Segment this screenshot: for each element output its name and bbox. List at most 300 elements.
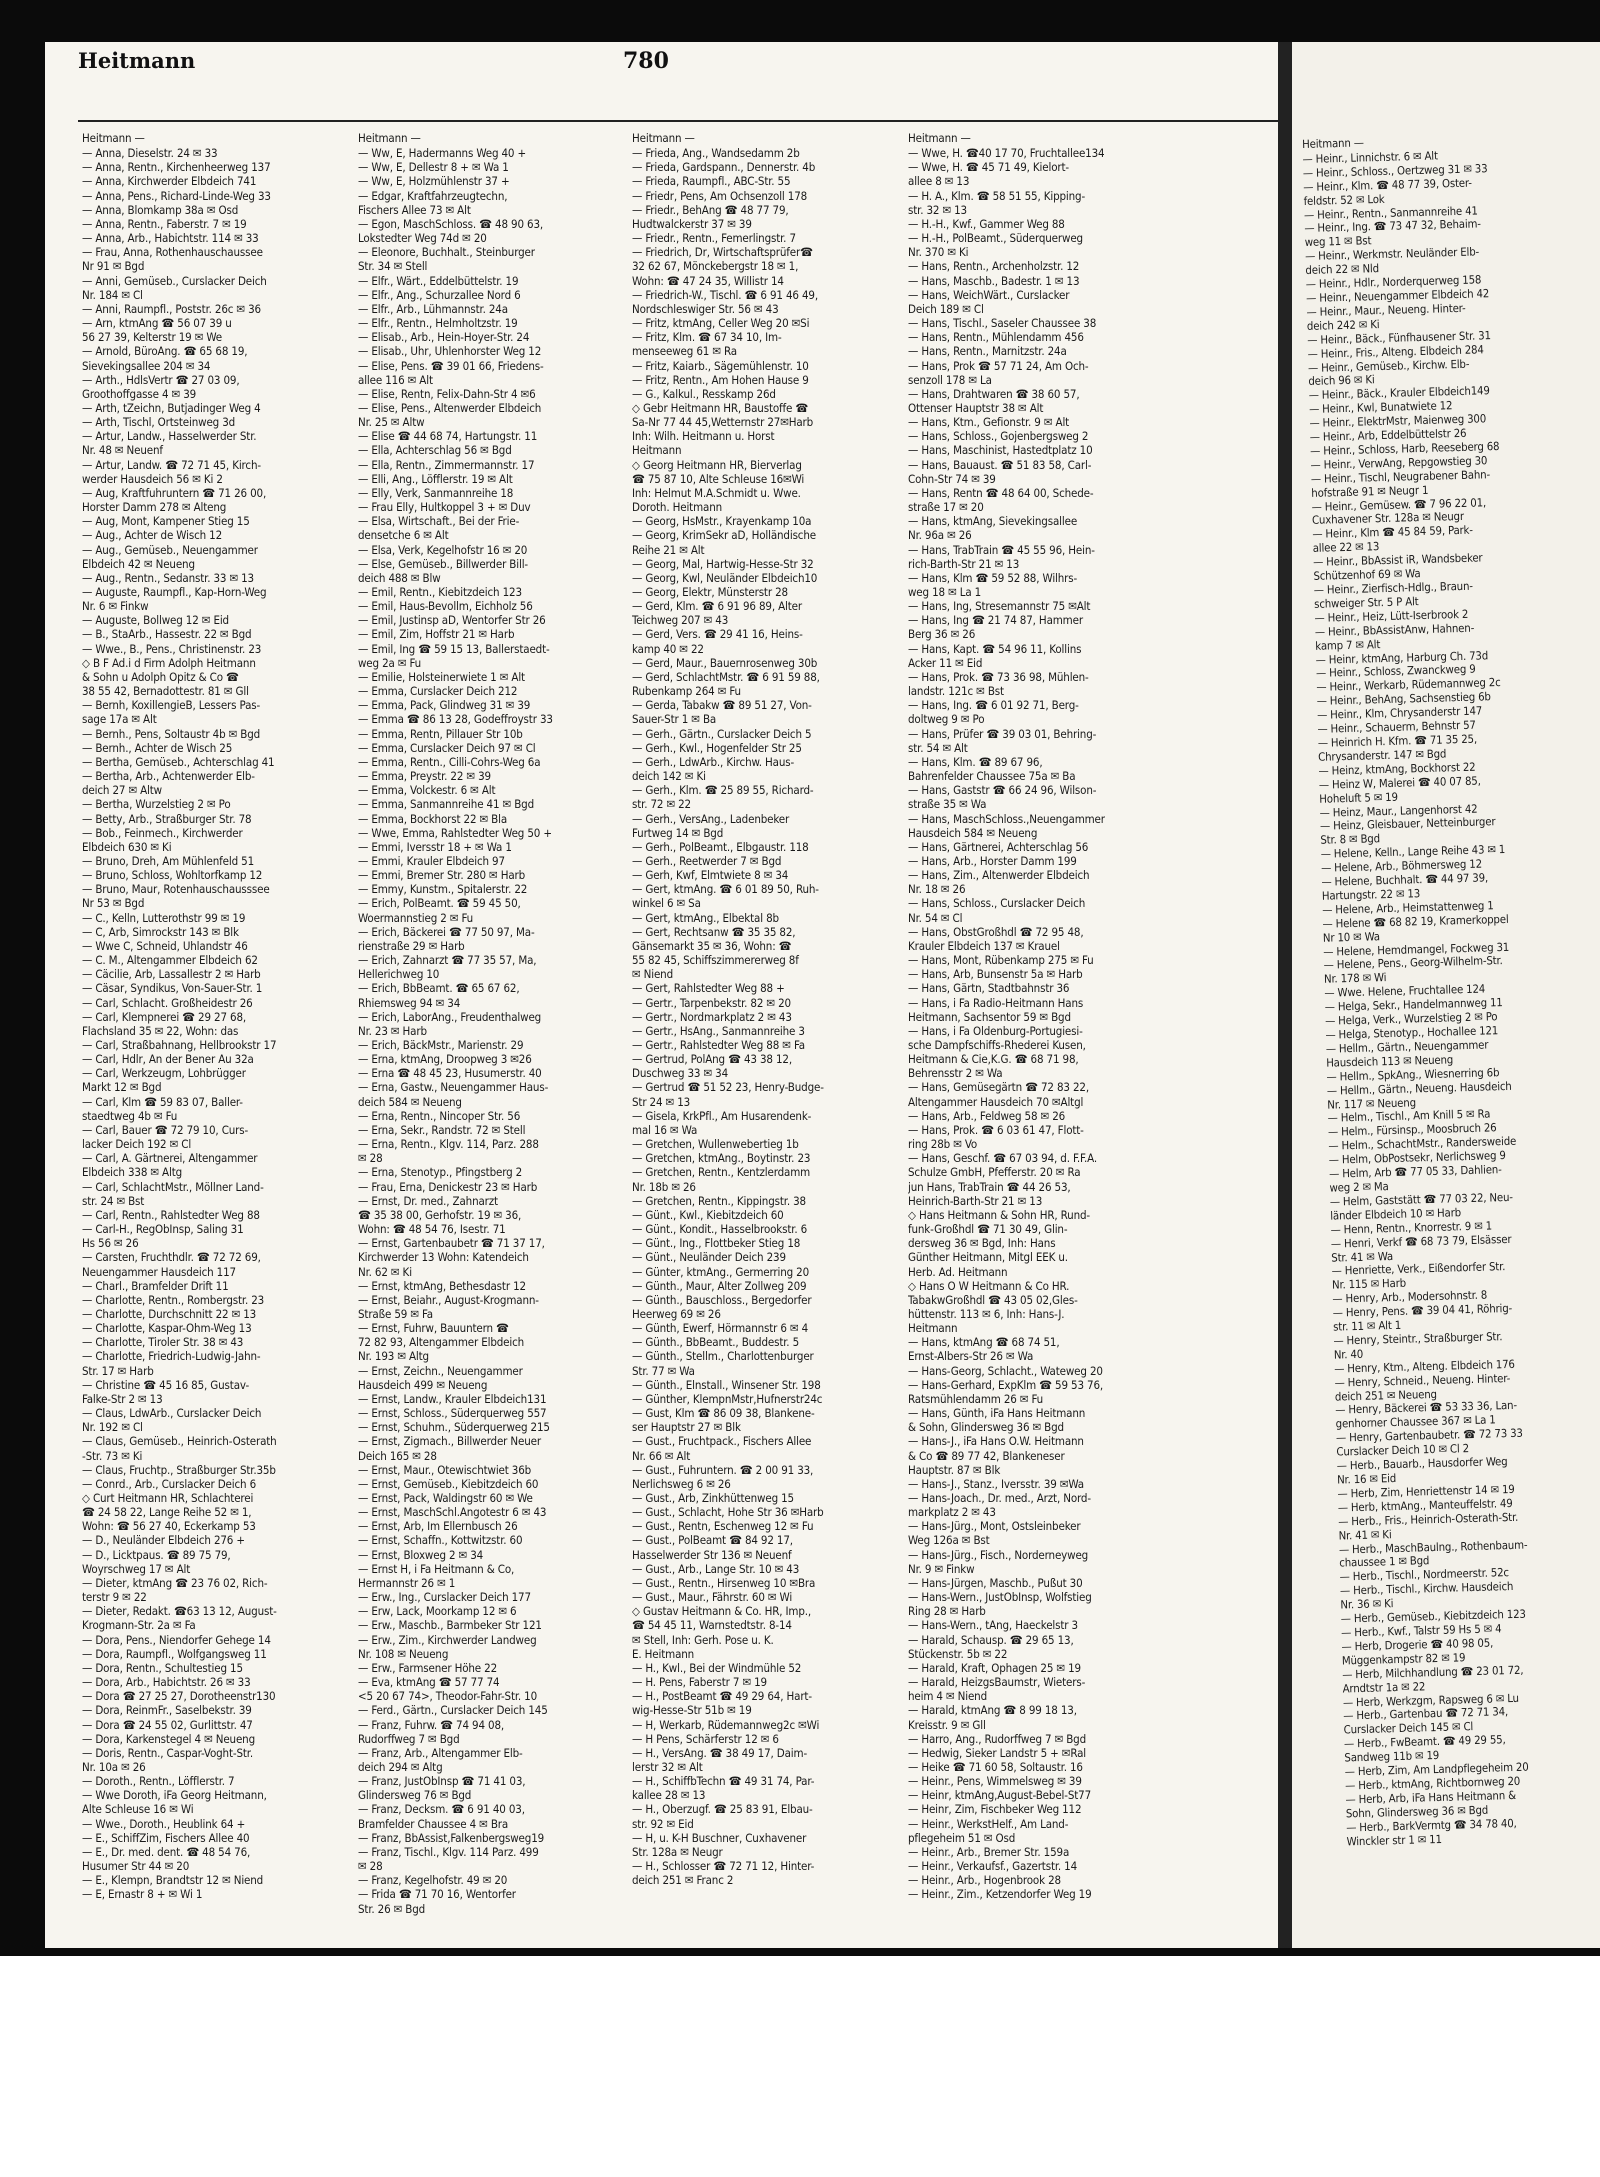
directory-entry-line: ◇ Hans Heitmann & Sohn HR, Rund- — [908, 1207, 1090, 1222]
directory-entry-line: — Heinrich H. Kfm. ☎ 71 35 25, — [1317, 732, 1478, 750]
directory-entry-line: Hauptstr. 87 ✉ Blk — [908, 1462, 1001, 1477]
directory-entry-line: — Henry, Pens. ☎ 39 04 41, Röhrig- — [1332, 1302, 1513, 1320]
directory-entry-line: — H., Kwl., Bei der Windmühle 52 — [632, 1660, 802, 1675]
directory-entry-line: Günther Heitmann, Mitgl EEK u. — [908, 1250, 1068, 1265]
directory-entry-line: — Carl, Bauer ☎ 72 79 10, Curs- — [82, 1122, 249, 1137]
directory-entry-line: Rhiemsweg 94 ✉ 34 — [358, 995, 461, 1010]
directory-entry-line: Herb. Ad. Heitmann — [908, 1264, 1008, 1279]
directory-entry-line: — Frieda, Ang., Wandsedamm 2b — [632, 146, 800, 161]
directory-entry-line: ✉ 28 — [358, 1151, 383, 1166]
directory-entry-line: Hermannstr 26 ✉ 1 — [358, 1575, 456, 1590]
directory-entry-line: — Günt., Neuländer Deich 239 — [632, 1250, 786, 1265]
directory-entry-line: — Gerh., Reetwerder 7 ✉ Bgd — [632, 853, 782, 868]
directory-entry-line: — Ernst, Zeichn., Neuengammer — [358, 1363, 523, 1378]
directory-entry-line: — Franz, Tischl., Klgv. 114 Parz. 499 — [358, 1844, 539, 1859]
directory-entry-line: Heerweg 69 ✉ 26 — [632, 1306, 721, 1321]
directory-entry-line: — Arth., HdlsVertr ☎ 27 03 09, — [82, 372, 240, 387]
directory-entry-line: Str. 34 ✉ Stell — [358, 259, 428, 274]
directory-entry-line: — Elfr., Wärt., Eddelbüttelstr. 19 — [358, 273, 519, 288]
directory-entry-line: — Helga, Verk., Wurzelstieg 2 ✉ Po — [1324, 1010, 1498, 1028]
directory-entry-line: 72 82 93, Altengammer Elbdeich — [358, 1335, 525, 1350]
directory-entry-line: — Erna ☎ 48 45 23, Husumerstr. 40 — [358, 1066, 542, 1081]
directory-entry-line: — Gerd, Vers. ☎ 29 41 16, Heins- — [632, 627, 803, 642]
column-heading: Heitmann — — [82, 131, 145, 145]
directory-entry-line: — Heinr., VerwAng, Repgowstieg 30 — [1310, 454, 1488, 472]
directory-entry-line: — Emil, Zim, Hoffstr 21 ✉ Harb — [358, 627, 515, 642]
directory-entry-line: Neuengammer Hausdeich 117 — [82, 1264, 236, 1279]
directory-entry-line: — Doris, Rentn., Caspar-Voght-Str. — [82, 1745, 253, 1760]
directory-entry-line: — Herb, Werkzgm, Rapsweg 6 ✉ Lu — [1342, 1691, 1520, 1709]
directory-entry-line: Altengammer Hausdeich 70 ✉Altgl — [908, 1094, 1084, 1109]
directory-entry-line: — Aug, Kraftfuhruntern ☎ 71 26 00, — [82, 485, 267, 500]
directory-entry-line: Nr. 184 ✉ Cl — [82, 287, 143, 302]
directory-entry-line: Inh: Wilh. Heitmann u. Horst — [632, 429, 775, 444]
directory-entry-line: Rudorffweg 7 ✉ Bgd — [358, 1731, 460, 1746]
directory-entry-line: — Dieter, Redakt. ☎63 13 12, August- — [82, 1604, 277, 1619]
directory-entry-line: — Helene, Kelln., Lange Reihe 43 ✉ 1 — [1320, 843, 1506, 861]
directory-entry-line: Str. 8 ✉ Bgd — [1320, 832, 1381, 848]
directory-entry-line: — Franz, Kegelhofstr. 49 ✉ 20 — [358, 1873, 508, 1888]
directory-entry-line: — Friedr., BehAng ☎ 48 77 79, — [632, 202, 789, 217]
directory-entry-line: — Claus, LdwArb., Curslacker Deich — [82, 1406, 262, 1421]
directory-entry-line: — Heinr., Schloss, Harb, Reeseberg 68 — [1310, 439, 1500, 458]
directory-entry-line: — Gertr., Nordmarkplatz 2 ✉ 43 — [632, 1009, 792, 1024]
directory-entry-line: — Hans, Arb, Bunsenstr 5a ✉ Harb — [908, 967, 1083, 982]
directory-entry-line: — Hans-Georg, Schlacht., Wateweg 20 — [908, 1363, 1103, 1378]
directory-entry-line: TabakwGroßhdl ☎ 43 05 02,Gles- — [908, 1292, 1078, 1307]
directory-entry-line: — Heinr., Maur., Neueng. Hinter- — [1306, 301, 1466, 319]
directory-entry-line: — Henry, Steintr., Straßburger Str. — [1333, 1330, 1503, 1348]
directory-entry-line: kamp 7 ✉ Alt — [1315, 637, 1381, 653]
directory-column-5 — [1302, 130, 1600, 1849]
directory-entry-line: — Henry, Ktm., Alteng. Elbdeich 176 — [1334, 1357, 1515, 1376]
directory-entry-line: Sa-Nr 77 44 45,Wetternstr 27✉Harb — [632, 415, 814, 430]
directory-entry-line: — Anna, Kirchwerder Elbdeich 741 — [82, 174, 257, 189]
directory-entry-line: — H.-H., Kwf., Gammer Weg 88 — [908, 216, 1065, 231]
directory-entry-line: — Gerh., Klm. ☎ 25 89 55, Richard- — [632, 783, 814, 798]
directory-entry-line: — Christine ☎ 45 16 85, Gustav- — [82, 1377, 250, 1392]
directory-entry-line: — Anna, Arb., Habichtstr. 114 ✉ 33 — [82, 231, 259, 246]
directory-column-1 — [82, 131, 347, 1902]
directory-entry-line: Nr. 36 ✉ Ki — [1340, 1597, 1394, 1612]
directory-entry-line: — Arth, tZeichn, Butjadinger Weg 4 — [82, 400, 261, 415]
directory-entry-line: Woermannstieg 2 ✉ Fu — [358, 910, 474, 925]
directory-entry-line: Nr. 41 ✉ Ki — [1338, 1527, 1392, 1543]
directory-entry-line: — Elfr., Rentn., Helmholtzstr. 19 — [358, 316, 518, 331]
directory-entry-line: — Gerd, Maur., Bauernrosenweg 30b — [632, 655, 818, 670]
column-heading: Heitmann — — [1302, 136, 1364, 151]
directory-entry-line: — D., Licktpaus. ☎ 89 75 79, — [82, 1547, 231, 1562]
directory-entry-line: — Bruno, Schloss, Wohltorfkamp 12 — [82, 868, 263, 883]
directory-entry-line: — Dora, Pens., Niendorfer Gehege 14 — [82, 1632, 271, 1647]
directory-entry-line: — Herb, Zim, Henriettenstr 14 ✉ 19 — [1337, 1482, 1515, 1501]
directory-entry-line: Sohn, Glindersweg 36 ✉ Bgd — [1345, 1803, 1489, 1821]
directory-entry-line: Elbdeich 42 ✉ Neueng — [82, 556, 195, 571]
directory-entry-line: — Carl, Werkzeugm, Lohbrügger — [82, 1066, 246, 1081]
directory-entry-line: — Günth., Maur, Alter Zollweg 209 — [632, 1278, 807, 1293]
directory-entry-line: Ottenser Hauptstr 38 ✉ Alt — [908, 400, 1044, 415]
directory-entry-line: — Herb., MaschBaulng., Rothenbaum- — [1338, 1538, 1528, 1557]
directory-entry-line: — Elfr., Ang., Schurzallee Nord 6 — [358, 287, 521, 302]
directory-entry-line: Krogmann-Str. 2a ✉ Fa — [82, 1618, 196, 1633]
directory-entry-line: — Wwe, H. ☎40 17 70, Fruchtallee134 — [908, 146, 1105, 161]
directory-entry-line: — Dora, Arb., Habichtstr. 26 ✉ 33 — [82, 1675, 251, 1690]
directory-entry-line: Str. 77 ✉ Wa — [632, 1363, 695, 1378]
directory-entry-line: — Gertr., Tarpenbekstr. 82 ✉ 20 — [632, 995, 791, 1010]
directory-entry-line: Berg 36 ✉ 26 — [908, 627, 976, 642]
directory-entry-line: — Günther, KlempnMstr,Hufnerstr24c — [632, 1391, 823, 1406]
directory-entry-line: Hausdeich 584 ✉ Neueng — [908, 825, 1038, 840]
directory-entry-line: — Charlotte, Friedrich-Ludwig-Jahn- — [82, 1349, 261, 1364]
directory-entry-line: — Charlotte, Tiroler Str. 38 ✉ 43 — [82, 1335, 244, 1350]
directory-entry-line: — Erich, BäckMstr., Marienstr. 29 — [358, 1038, 524, 1052]
directory-entry-line: — Gust., Rentn., Hirsenweg 10 ✉Bra — [632, 1575, 816, 1590]
directory-entry-line: — H., Schlosser ☎ 72 71 12, Hinter- — [632, 1859, 815, 1874]
directory-entry-line: — Anna, Rentn., Kirchenheerweg 137 — [82, 160, 271, 175]
directory-entry-line: — Heinr., Zim., Ketzendorfer Weg 19 — [908, 1887, 1092, 1902]
directory-entry-line: Nr. 66 ✉ Alt — [632, 1448, 691, 1463]
directory-entry-line: — Ernst, Landw., Krauler Elbdeich131 — [358, 1391, 547, 1406]
directory-entry-line: wig-Hesse-Str 51b ✉ 19 — [632, 1703, 752, 1718]
directory-entry-line: — Franz, Arb., Altengammer Elb- — [358, 1745, 523, 1760]
directory-entry-line: — Emil, Haus-Bevollm, Eichholz 56 — [358, 599, 533, 614]
directory-entry-line: Nordschleswiger Str. 56 ✉ 43 — [632, 301, 779, 316]
directory-entry-line: Chrysanderstr. 147 ✉ Bgd — [1318, 747, 1447, 764]
directory-entry-line: — Hans, Ing. ☎ 6 01 92 71, Berg- — [908, 698, 1079, 713]
directory-entry-line: Bahrenfelder Chaussee 75a ✉ Ba — [908, 769, 1076, 784]
directory-entry-line: — Bertha, Wurzelstieg 2 ✉ Po — [82, 797, 231, 812]
directory-entry-line: — Emma, Rentn, Pillauer Str 10b — [358, 726, 523, 741]
directory-entry-line: — Herb., Tischl., Nordmeerstr. 52c — [1339, 1566, 1510, 1584]
directory-entry-line: ◇ Gustav Heitmann & Co. HR, Imp., — [632, 1604, 812, 1619]
directory-entry-line: — Wwe. Helene, Fruchtallee 124 — [1324, 982, 1486, 1000]
directory-entry-line: — Claus, Fruchtp., Straßburger Str.35b — [82, 1462, 276, 1477]
directory-entry-line: — Elsa, Verk, Kegelhofstr 16 ✉ 20 — [358, 542, 528, 557]
directory-entry-line: — Ernst, Beiahr., August-Krogmann- — [358, 1292, 539, 1307]
directory-entry-line: — Herb., Gemüseb., Kiebitzdeich 123 — [1340, 1607, 1526, 1626]
directory-entry-line: Acker 11 ✉ Eid — [908, 655, 983, 670]
directory-entry-line: mal 16 ✉ Wa — [632, 1122, 698, 1137]
directory-entry-line: — Hans, i Fa Radio-Heitmann Hans — [908, 995, 1084, 1010]
directory-entry-line: Ratsmühlendamm 26 ✉ Fu — [908, 1391, 1044, 1406]
directory-entry-line: — Hellm., Gärtn., Neueng. Hausdeich — [1326, 1079, 1512, 1098]
directory-entry-line: — Elisab., Uhr, Uhlenhorster Weg 12 — [358, 344, 542, 359]
directory-entry-line: Str. 41 ✉ Wa — [1331, 1249, 1394, 1265]
directory-entry-line: — Hans, ktmAng ☎ 68 74 51, — [908, 1335, 1060, 1350]
directory-entry-line: — Heinr., ElektrMstr, Maienweg 300 — [1309, 412, 1487, 431]
directory-entry-line: — Gust., Arb, Zinkhüttenweg 15 — [632, 1491, 794, 1505]
scan-border-left — [0, 0, 45, 1950]
directory-entry-line: Stückenstr. 5b ✉ 22 — [908, 1646, 1008, 1661]
directory-entry-line: — Erw., Farmsener Höhe 22 — [358, 1660, 498, 1675]
directory-entry-line: — Ernst, Bloxweg 2 ✉ 34 — [358, 1547, 484, 1562]
directory-entry-line: — Günth, Ewerf, Hörmannstr 6 ✉ 4 — [632, 1321, 809, 1336]
directory-entry-line: -Str. 73 ✉ Ki — [82, 1448, 143, 1463]
directory-entry-line: — H. A., Klm. ☎ 58 51 55, Kipping- — [908, 188, 1086, 203]
directory-entry-line: terstr 9 ✉ 22 — [82, 1590, 147, 1605]
directory-entry-line: Nr. 40 — [1333, 1347, 1364, 1362]
directory-entry-line: — Gert, ktmAng., Elbektal 8b — [632, 910, 779, 925]
directory-entry-line: & Co ☎ 89 77 42, Blankeneser — [908, 1448, 1065, 1463]
directory-entry-line: — Hans, Prok. ☎ 6 03 61 47, Flott- — [908, 1122, 1084, 1137]
directory-entry-line: — Georg, Kwl, Neuländer Elbdeich10 — [632, 570, 818, 585]
page-number: 780 — [623, 48, 669, 74]
directory-entry-line: — Carl, Klempnerei ☎ 29 27 68, — [82, 1009, 247, 1024]
directory-entry-line: — Ernst, ktmAng, Bethesdastr 12 — [358, 1278, 526, 1293]
directory-entry-line: — Erich, PolBeamt. ☎ 59 45 50, — [358, 896, 521, 911]
directory-entry-line: — Dora ☎ 27 25 27, Dorotheenstr130 — [82, 1689, 276, 1704]
directory-entry-line: — Hans, Maschinist, Hastedtplatz 10 — [908, 443, 1093, 458]
directory-entry-line: pflegeheim 51 ✉ Osd — [908, 1830, 1016, 1845]
directory-entry-line: — Ernst, Gartenbaubetr ☎ 71 37 17, — [358, 1236, 545, 1251]
directory-entry-line: Doroth. Heitmann — [632, 500, 723, 515]
directory-entry-line: — Elisab., Arb., Hein-Hoyer-Str. 24 — [358, 330, 530, 345]
directory-entry-line: — Henn, Rentn., Knorrestr. 9 ✉ 1 — [1330, 1219, 1493, 1237]
directory-entry-line: — Emil, Rentn., Kiebitzdeich 123 — [358, 585, 522, 599]
directory-entry-line: werder Hausdeich 56 ✉ Ki 2 — [82, 471, 223, 486]
directory-entry-line: genhorner Chaussee 367 ✉ La 1 — [1335, 1413, 1496, 1431]
directory-entry-line: — Bertha, Arb., Achtenwerder Elb- — [82, 769, 255, 784]
directory-entry-line: — Wwe, Emma, Rahlstedter Weg 50 + — [358, 825, 552, 840]
directory-entry-line: feldstr. 52 ✉ Lok — [1303, 192, 1385, 208]
directory-entry-line: — Erich, LaborAng., Freudenthalweg — [358, 1009, 542, 1024]
directory-entry-line: — Hans, Rentn., Marnitzstr. 24a — [908, 344, 1067, 359]
directory-entry-line: ser Hauptstr 27 ✉ Blk — [632, 1420, 741, 1435]
directory-entry-line: Weg 126a ✉ Bst — [908, 1533, 990, 1548]
directory-entry-line: — Hellm., SpkAng., Wiesnerring 6b — [1326, 1065, 1500, 1084]
directory-entry-line: — Heinr., Werkmstr. Neuländer Elb- — [1304, 245, 1480, 264]
directory-entry-line: jun Hans, TrabTrain ☎ 44 26 53, — [908, 1179, 1071, 1194]
directory-entry-line: — Charlotte, Kaspar-Ohm-Weg 13 — [82, 1321, 252, 1336]
directory-entry-line: — H., PostBeamt ☎ 49 29 64, Hart- — [632, 1689, 812, 1704]
directory-entry-line: — Gerh., Kwl., Hogenfelder Str 25 — [632, 740, 802, 755]
directory-entry-line: — Hans, Gemüsegärtn ☎ 72 83 22, — [908, 1080, 1089, 1095]
directory-entry-line: — Ernst, Maur., Otewischtwiet 36b — [358, 1462, 532, 1477]
directory-entry-line: deich 584 ✉ Neueng — [358, 1094, 462, 1109]
directory-entry-line: — Dora, Raumpfl., Wolfgangsweg 11 — [82, 1646, 267, 1661]
directory-entry-line: länder Elbdeich 10 ✉ Harb — [1330, 1205, 1462, 1223]
directory-entry-line: — Gert, ktmAng. ☎ 6 01 89 50, Ruh- — [632, 882, 819, 897]
directory-entry-line: — Heinr., Ing. ☎ 73 47 32, Behaim- — [1304, 217, 1481, 236]
directory-entry-line: — Erna, Rentn., Klgv. 114, Parz. 288 — [358, 1137, 539, 1152]
directory-entry-line: Krauler Elbdeich 137 ✉ Krauel — [908, 938, 1060, 953]
directory-entry-line: straße 17 ✉ 20 — [908, 500, 984, 515]
directory-entry-line: Cuxhavener Str. 128a ✉ Neugr — [1311, 510, 1465, 528]
directory-entry-line: — Doroth., Rentn., Löfflerstr. 7 — [82, 1774, 235, 1789]
directory-entry-line: — Gust., Maur., Fährstr. 60 ✉ Wi — [632, 1590, 793, 1605]
directory-entry-line: — Dora, Rentn., Schultestieg 15 — [82, 1660, 243, 1675]
directory-entry-line: — Helm, Gaststätt ☎ 77 03 22, Neu- — [1329, 1190, 1513, 1209]
directory-entry-line: — H, u. K-H Buschner, Cuxhavener — [632, 1830, 807, 1845]
directory-entry-line: — Carl, Hdlr, An der Bener Au 32a — [82, 1052, 254, 1067]
directory-entry-line: — Henry, Bäckerei ☎ 53 33 36, Lan- — [1335, 1399, 1518, 1418]
directory-entry-line: — Erw., Zim., Kirchwerder Landweg — [358, 1632, 537, 1647]
directory-entry-line: — Anna, Pens., Richard-Linde-Weg 33 — [82, 188, 271, 203]
directory-entry-line: — Heinr., Hdlr., Norderquerweg 158 — [1305, 273, 1482, 292]
directory-entry-line: — Heinr., Verkaufsf., Gazertstr. 14 — [908, 1859, 1078, 1874]
directory-entry-line: — Heinr., Zierfisch-Hdlg., Braun- — [1313, 579, 1473, 597]
directory-entry-line: — Emil, Ing ☎ 59 15 13, Ballerstaedt- — [358, 641, 550, 656]
directory-entry-line: ✉ 28 — [358, 1859, 383, 1874]
directory-entry-line: — Heinr., Heiz, Lütt-Iserbrook 2 — [1314, 607, 1469, 625]
directory-entry-line: Heitmann — [908, 1321, 958, 1336]
directory-entry-line: Deich 165 ✉ 28 — [358, 1448, 437, 1463]
directory-entry-line: deich 488 ✉ Blw — [358, 570, 441, 585]
scan-border-bottom — [0, 1948, 1600, 1956]
directory-entry-line: — Emmi, Krauler Elbdeich 97 — [358, 853, 505, 868]
directory-entry-line: hofstraße 91 ✉ Neugr 1 — [1311, 483, 1429, 500]
directory-entry-line: Schulze GmbH, Pfefferstr. 20 ✉ Ra — [908, 1165, 1081, 1180]
directory-entry-line: — Frida ☎ 71 70 16, Wentorfer — [358, 1887, 516, 1902]
directory-entry-line: Teichweg 207 ✉ 43 — [632, 613, 729, 628]
directory-entry-line: — Fritz, Kaiarb., Sägemühlenstr. 10 — [632, 358, 809, 373]
directory-entry-line: Deich 189 ✉ Cl — [908, 301, 984, 316]
directory-entry-line: Ernst-Albers-Str 26 ✉ Wa — [908, 1349, 1034, 1364]
directory-entry-line: — Carl, Straßbahnang, Hellbrookstr 17 — [82, 1038, 277, 1052]
directory-entry-line: — Frau, Erna, Denickestr 23 ✉ Harb — [358, 1179, 538, 1194]
directory-entry-line: — Heinr., BehAng, Sachsenstieg 6b — [1316, 690, 1491, 709]
directory-entry-line: — Erna, Gastw., Neuengammer Haus- — [358, 1080, 549, 1095]
directory-entry-line: — Hans, Prok. ☎ 73 36 98, Mühlen- — [908, 669, 1089, 684]
directory-entry-line: — E., Dr. med. dent. ☎ 48 54 76, — [82, 1844, 251, 1859]
directory-entry-line: rienstraße 29 ✉ Harb — [358, 938, 465, 953]
directory-entry-line: — Herb., ktmAng, Richtbornweg 20 — [1344, 1774, 1521, 1793]
directory-entry-line: sche Dampfschiffs-Rhederei Kusen, — [908, 1038, 1086, 1052]
directory-entry-line: Nr 53 ✉ Bgd — [82, 896, 145, 911]
directory-entry-line: — Ernst, Zigmach., Billwerder Neuer — [358, 1434, 541, 1449]
directory-entry-line: heim 4 ✉ Niend — [908, 1689, 987, 1704]
directory-entry-line: — Gertrud ☎ 51 52 23, Henry-Budge- — [632, 1080, 824, 1095]
directory-entry-line: — Helm, Arb ☎ 77 05 33, Dahlien- — [1328, 1163, 1502, 1181]
directory-entry-line: — Carl, Schlacht. Großheidestr 26 — [82, 995, 253, 1010]
directory-entry-line: — Heinz, Gleisbauer, Netteinburger — [1319, 815, 1496, 834]
directory-entry-line: — Heinr., Arb., Hogenbrook 28 — [908, 1873, 1061, 1888]
directory-entry-line: — H., VersAng. ☎ 38 49 17, Daim- — [632, 1745, 808, 1760]
directory-entry-line: — Erw, Lack, Moorkamp 12 ✉ 6 — [358, 1604, 517, 1619]
directory-entry-line: — Gert, Rahlstedter Weg 88 + — [632, 981, 785, 996]
directory-entry-line: — Betty, Arb., Straßburger Str. 78 — [82, 811, 252, 826]
directory-entry-line: Nr. 117 ✉ Neueng — [1327, 1095, 1417, 1112]
directory-entry-line: ◇ Gebr Heitmann HR, Baustoffe ☎ — [632, 400, 809, 415]
directory-entry-line: Lokstedter Weg 74d ✉ 20 — [358, 231, 487, 246]
directory-entry-line: — Artur, Landw. ☎ 72 71 45, Kirch- — [82, 457, 261, 472]
directory-entry-line: — Wwe., B., Pens., Christinenstr. 23 — [82, 641, 262, 656]
directory-entry-line: — Helene, Pens., Georg-Wilhelm-Str. — [1323, 954, 1503, 973]
directory-entry-line: Hellerichweg 10 — [358, 967, 440, 982]
directory-entry-line: — Günter, ktmAng., Germerring 20 — [632, 1264, 810, 1279]
directory-entry-line: — H, Werkarb, Rüdemannweg2c ✉Wi — [632, 1717, 820, 1732]
directory-entry-line: — Heinr., Klm ☎ 45 84 59, Park- — [1312, 524, 1474, 542]
directory-entry-line: ☎ 54 45 11, Warnstedtstr. 8-14 — [632, 1618, 792, 1633]
directory-entry-line: — Heinr., Gemüseb., Kirchw. Elb- — [1307, 357, 1470, 375]
directory-entry-line: Nr. 9 ✉ Finkw — [908, 1561, 975, 1576]
directory-entry-line: — Hans, Günth, iFa Hans Heitmann — [908, 1406, 1086, 1421]
directory-entry-line: — H. Pens, Faberstr 7 ✉ 19 — [632, 1675, 767, 1690]
directory-entry-line: Nr. 108 ✉ Neueng — [358, 1646, 449, 1661]
directory-entry-line: — Bernh., Achter de Wisch 25 — [82, 740, 233, 755]
directory-entry-line: — Hans, Bauaust. ☎ 51 83 58, Carl- — [908, 457, 1092, 472]
directory-entry-line: — Hans, Tischl., Saseler Chaussee 38 — [908, 316, 1097, 331]
directory-entry-line: — Ernst H, i Fa Heitmann & Co, — [358, 1561, 515, 1576]
directory-entry-line: — Hans, Prüfer ☎ 39 03 01, Behring- — [908, 726, 1097, 741]
directory-entry-line: Str. 26 ✉ Bgd — [358, 1901, 426, 1916]
directory-entry-line: — Else, Gemüseb., Billwerder Bill- — [358, 556, 529, 571]
directory-entry-line: — Hans, Arb., Horster Damm 199 — [908, 853, 1077, 868]
directory-entry-line: — Hans, Gaststr ☎ 66 24 96, Wilson- — [908, 783, 1097, 798]
directory-entry-line: Ring 28 ✉ Harb — [908, 1604, 986, 1619]
directory-entry-line: — Hans, Prok ☎ 57 71 24, Am Och- — [908, 358, 1089, 373]
directory-entry-line: — Wwe C, Schneid, Uhlandstr 46 — [82, 938, 248, 953]
directory-entry-line: weg 2a ✉ Fu — [358, 655, 422, 670]
directory-entry-line: Falke-Str 2 ✉ 13 — [82, 1391, 163, 1406]
directory-entry-line: — Bernh., Pens, Soltaustr 4b ✉ Bgd — [82, 726, 261, 741]
directory-entry-line: Hausdeich 113 ✉ Neueng — [1326, 1053, 1454, 1070]
directory-entry-line: deich 242 ✉ Ki — [1306, 317, 1380, 333]
directory-entry-line: — Elise ☎ 44 68 74, Hartungstr. 11 — [358, 429, 538, 444]
directory-entry-line: — Ww, E, Holzmühlenstr 37 + — [358, 174, 510, 189]
directory-column-3 — [632, 131, 897, 1887]
directory-entry-line: — Heinz, ktmAng, Bockhorst 22 — [1318, 760, 1476, 778]
directory-entry-line: lerstr 32 ✉ Alt — [632, 1759, 703, 1774]
directory-entry-line: rich-Barth-Str 21 ✉ 13 — [908, 556, 1020, 571]
directory-entry-line: — Anna, Rentn., Faberstr. 7 ✉ 19 — [82, 216, 247, 231]
directory-entry-line: allee 8 ✉ 13 — [908, 174, 970, 189]
directory-entry-line: 32 62 67, Mönckebergstr 18 ✉ 1, — [632, 259, 799, 274]
directory-entry-line: straße 35 ✉ Wa — [908, 797, 987, 812]
directory-entry-line: — E, Ernastr 8 + ✉ Wi 1 — [82, 1887, 203, 1902]
directory-entry-line: — Henry, Arb., Modersohnstr. 8 — [1332, 1288, 1488, 1306]
directory-entry-line: Horster Damm 278 ✉ Alteng — [82, 500, 227, 515]
directory-entry-line: — Cäsar, Syndikus, Von-Sauer-Str. 1 — [82, 981, 263, 996]
directory-entry-line: — Gertrud, PolAng ☎ 43 38 12, — [632, 1052, 792, 1067]
directory-entry-line: — Heinr., Bäck., Krauler Elbdeich149 — [1308, 384, 1490, 403]
running-head-name: Heitmann — [78, 48, 196, 73]
header-rule — [78, 120, 1278, 122]
directory-entry-line: — Henry, Gartenbaubetr. ☎ 72 73 33 — [1335, 1426, 1523, 1445]
directory-entry-line: — Hedwig, Sieker Landstr 5 + ✉Ral — [908, 1745, 1087, 1760]
directory-entry-line: Flachsland 35 ✉ 22, Wohn: das — [82, 1023, 239, 1038]
directory-entry-line: — E., SchiffZim, Fischers Allee 40 — [82, 1830, 250, 1845]
directory-entry-line: — Frieda, Gardspann., Dennerstr. 4b — [632, 160, 816, 175]
directory-entry-line: — Anni, Gemüseb., Curslacker Deich — [82, 273, 267, 288]
directory-entry-line: hüttenstr. 113 ✉ 6, Inh: Hans-J. — [908, 1306, 1065, 1321]
directory-entry-line: — Herb., Tischl., Kirchw. Hausdeich — [1339, 1580, 1514, 1598]
directory-entry-line: ☎ 35 38 00, Gerhofstr. 19 ✉ 36, — [358, 1207, 522, 1222]
directory-entry-line: — Hans-Joach., Dr. med., Arzt, Nord- — [908, 1491, 1091, 1505]
directory-entry-line: Curslacker Deich 10 ✉ Cl 2 — [1336, 1442, 1470, 1459]
directory-entry-line: — Heinr., BbAssist iR, Wandsbeker — [1312, 551, 1483, 570]
directory-entry-line: 55 82 45, Schiffszimmererweg 8f — [632, 953, 799, 968]
directory-entry-line: — Hans, Ing ☎ 21 74 87, Hammer — [908, 613, 1083, 628]
directory-entry-line: Straße 59 ✉ Fa — [358, 1306, 433, 1321]
directory-entry-line: — Emma ☎ 86 13 28, Godeffroystr 33 — [358, 712, 553, 727]
directory-entry-line: Nerlichsweg 6 ✉ 26 — [632, 1476, 731, 1491]
directory-entry-line: — Hans-Wern., JustObInsp, Wolfstieg — [908, 1590, 1092, 1605]
directory-entry-line: Husumer Str 44 ✉ 20 — [82, 1859, 190, 1874]
directory-entry-line: Hartungstr. 22 ✉ 13 — [1321, 887, 1421, 903]
directory-entry-line: — Herb, Milchhandlung ☎ 23 01 72, — [1342, 1663, 1524, 1682]
directory-entry-line: — Aug, Mont, Kampener Stieg 15 — [82, 514, 250, 529]
directory-entry-line: Wohn: ☎ 56 27 40, Eckerkamp 53 — [82, 1519, 256, 1534]
directory-entry-line: — Charlotte, Rentn., Rombergstr. 23 — [82, 1292, 265, 1307]
directory-entry-line: — Gertr., HsAng., Sanmannreihe 3 — [632, 1023, 805, 1038]
directory-entry-line: — Carl, Rentn., Rahlstedter Weg 88 — [82, 1207, 260, 1222]
directory-entry-line: — Edgar, Kraftfahrzeugtechn, — [358, 188, 508, 203]
directory-entry-line: — Emil, Justinsp aD, Wentorfer Str 26 — [358, 613, 546, 628]
directory-entry-line: Nr. 18b ✉ 26 — [632, 1179, 696, 1194]
directory-entry-line: — Ernst, Pack, Waldingstr 60 ✉ We — [358, 1491, 533, 1505]
directory-entry-line: — Dora, ReinmFr., Saselbekstr. 39 — [82, 1703, 252, 1718]
